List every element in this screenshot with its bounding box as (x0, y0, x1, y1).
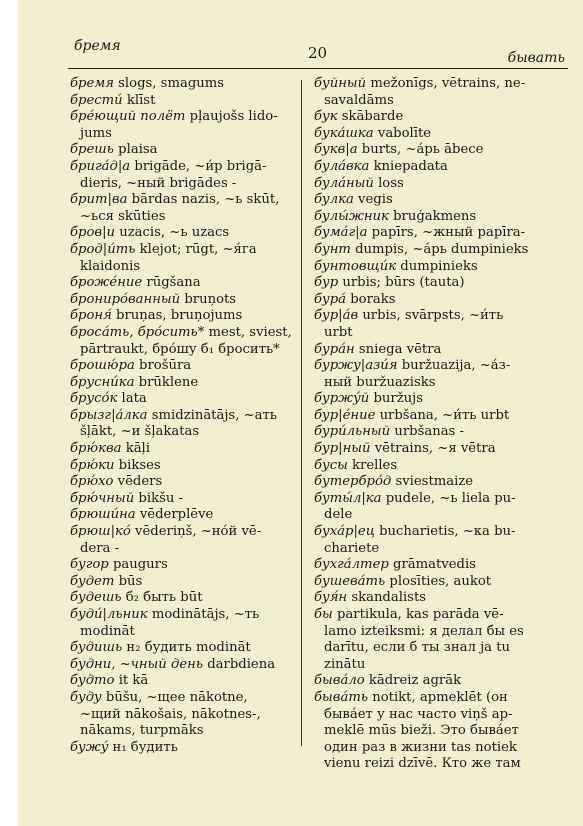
translation: papīrs, ~жный papīra- (367, 225, 526, 241)
dictionary-entry-line (314, 192, 562, 209)
dictionary-entry-line (314, 491, 562, 508)
translation: pļaujošs lido- (185, 109, 278, 125)
translation: darītu, если б ты знал ja tu (324, 640, 511, 656)
headword: брести́ (70, 92, 123, 108)
headword: брюши́на (70, 507, 136, 523)
dictionary-entry-line (314, 458, 562, 475)
translation: dieris, ~ный brigādes - (80, 175, 237, 191)
dictionary-entry-line (314, 109, 562, 126)
running-head-left: бремя (74, 38, 121, 54)
translation: klīst (122, 92, 156, 108)
translation: pārtraukt, бро́шу б₁ бросить* (80, 341, 280, 357)
dictionary-entry-line (70, 192, 293, 209)
dictionary-entry-line (70, 242, 293, 259)
translation: bucharietis, ~ка bu- (374, 524, 516, 540)
dictionary-entry-line (70, 308, 293, 325)
translation: brošūra (134, 358, 192, 374)
headword: буржу́й (314, 391, 370, 407)
translation: lata (117, 391, 147, 407)
dictionary-entry-line (314, 375, 562, 392)
translation: urbis, svārpsts, ~и́ть (358, 308, 504, 324)
dictionary-entry-line (70, 209, 293, 226)
dictionary-entry-line (70, 624, 293, 641)
headword: быва́ть (314, 689, 369, 705)
translation: sviestmaize (391, 474, 474, 490)
translation: быва́ет у нас часто viņš ap- (324, 706, 513, 722)
headword: бугор (70, 557, 109, 573)
translation: jums (80, 125, 112, 141)
translation: meklē mūs bieži. Это быва́ет (324, 723, 519, 739)
translation: urbt (324, 324, 353, 340)
translation: būs (114, 573, 143, 589)
dictionary-entry-line (70, 159, 293, 176)
translation: slogs, smagums (113, 76, 225, 91)
dictionary-entry-line (70, 424, 293, 441)
dictionary-entry-line (70, 491, 293, 508)
headword: брю́ква (70, 441, 122, 457)
dictionary-entry-line (314, 723, 562, 740)
headword: будто (70, 673, 115, 689)
dictionary-entry-line (70, 259, 293, 276)
headword: булка (314, 192, 354, 208)
page-number: 20 (308, 44, 328, 62)
dictionary-entry-line (314, 541, 562, 558)
translation: н₂ будить modināt (122, 640, 251, 656)
headword: брига́д|а (70, 158, 131, 174)
translation: paugurs (108, 557, 168, 573)
dictionary-entry-line (314, 209, 562, 226)
headword: бре́ющий полёт (70, 109, 186, 125)
headword: була́ный (314, 175, 374, 191)
translation: dera - (80, 540, 120, 556)
header-rule (68, 68, 568, 69)
translation: pudele, ~ь liela pu- (381, 490, 516, 506)
translation: būšu, ~щее nākotne, (101, 689, 248, 705)
dictionary-entry-line (70, 673, 293, 690)
dictionary-entry-line (314, 242, 562, 259)
dictionary-entry-line (314, 640, 562, 657)
headword: бушева́ть (314, 573, 386, 589)
translation: nākams, turpmāks (80, 723, 204, 739)
dictionary-entry-line (70, 524, 293, 541)
dictionary-entry-line (314, 126, 562, 143)
dictionary-entry-line (314, 740, 562, 757)
translation: plaisa (113, 142, 158, 158)
dictionary-entry-line (70, 557, 293, 574)
left-column (70, 76, 293, 756)
translation: dele (324, 507, 353, 523)
headword: брешь (70, 142, 114, 158)
headword: букв|а (314, 142, 358, 158)
headword: буржу|ази́я (314, 358, 398, 374)
headword: бума́г|а (314, 225, 368, 241)
dictionary-entry-line (314, 408, 562, 425)
headword: бутербро́д (314, 474, 392, 490)
dictionary-entry-line (314, 424, 562, 441)
headword: була́вка (314, 158, 370, 174)
translation: grāmatvedis (388, 557, 476, 573)
dictionary-entry-line (70, 93, 293, 110)
translation: skandalists (347, 590, 427, 606)
translation: savaldāms (324, 92, 394, 108)
translation: chariete (324, 540, 380, 556)
translation: bikšu - (134, 490, 183, 506)
headword: брит|ва (70, 192, 128, 208)
dictionary-entry-line (70, 275, 293, 292)
translation: rūgšana (142, 275, 201, 291)
headword: бухга́лтер (314, 557, 389, 573)
headword: буя́н (314, 590, 348, 606)
translation: kniepadata (369, 158, 448, 174)
translation: dumpis, ~а́рь dumpinieks (350, 241, 529, 257)
translation: loss (373, 175, 404, 191)
translation: dumpinieks (396, 258, 478, 274)
translation: bārdas nazis, ~ь skūt, (127, 192, 280, 208)
translation: ~щий nākošais, nākotnes-, (80, 706, 261, 722)
headword: бунтовщи́к (314, 258, 397, 274)
dictionary-entry-line (314, 690, 562, 707)
dictionary-entry-line (70, 690, 293, 707)
translation: boraks (346, 291, 396, 307)
dictionary-entry-line (70, 76, 293, 93)
translation: buržuazija, ~а́з- (397, 358, 511, 374)
translation: krelles (347, 457, 398, 473)
dictionary-entry-line (70, 126, 293, 143)
dictionary-entry-line (314, 673, 562, 690)
translation: ~ься skūties (80, 208, 166, 224)
headword: брониро́ванный (70, 291, 181, 307)
dictionary-entry-line (70, 607, 293, 624)
translation: burts, ~а́рь ābece (357, 142, 484, 158)
dictionary-entry-line (314, 142, 562, 159)
dictionary-entry-line (314, 756, 562, 773)
dictionary-entry-line (314, 259, 562, 276)
translation: б₂ быть būt (121, 590, 203, 606)
translation: vētrains, ~я vētra (370, 441, 496, 457)
translation: šļākt, ~и šļakatas (80, 424, 200, 440)
translation: vegis (353, 192, 393, 208)
dictionary-entry-line (314, 624, 562, 641)
headword: брошю́ра (70, 358, 135, 374)
dictionary-entry-line (70, 541, 293, 558)
dictionary-entry-line (314, 441, 562, 458)
translation: kāļi (121, 441, 150, 457)
headword: бунт (314, 241, 351, 257)
dictionary-page (18, 0, 583, 826)
dictionary-entry-line (70, 740, 293, 757)
headword: буты́л|ка (314, 490, 382, 506)
translation: vēderplēve (135, 507, 214, 523)
translation: plosīties, aukot (385, 573, 492, 589)
headword: бур|е́ние (314, 407, 376, 423)
headword: буха́р|ец (314, 524, 375, 540)
translation: brigāde, ~и́р brigā- (130, 158, 267, 174)
dictionary-entry-line (70, 342, 293, 359)
headword: будет (70, 573, 115, 589)
translation: bruņas, bruņojums (111, 308, 243, 324)
translation: it kā (114, 673, 149, 689)
translation: uzacis, ~ь uzacs (115, 225, 230, 241)
dictionary-entry-line (314, 76, 562, 93)
dictionary-entry-line (314, 574, 562, 591)
dictionary-entry-line (314, 557, 562, 574)
dictionary-entry-line (70, 176, 293, 193)
translation: bikses (114, 457, 161, 473)
headword: брю́ки (70, 457, 115, 473)
dictionary-entry-line (314, 358, 562, 375)
translation: urbšanas - (390, 424, 464, 440)
translation: один раз в жизни tas notiek (324, 739, 517, 755)
dictionary-entry-line (70, 590, 293, 607)
dictionary-entry-line (314, 507, 562, 524)
translation: modinātājs, ~ть (147, 607, 260, 622)
headword: брусни́ка (70, 374, 135, 390)
translation: vēders (113, 474, 163, 490)
dictionary-entry-line (314, 292, 562, 309)
headword: будешь (70, 590, 122, 606)
dictionary-entry-line (70, 441, 293, 458)
translation: zinātu (324, 656, 366, 672)
headword: броса́ть, бро́сить (70, 324, 198, 340)
translation: bruģakmens (388, 208, 477, 224)
headword: буди́|льник (70, 607, 148, 622)
dictionary-entry-line (70, 458, 293, 475)
dictionary-entry-line (70, 358, 293, 375)
dictionary-entry-line (70, 707, 293, 724)
translation: smidzinātājs, ~ать (147, 407, 277, 423)
dictionary-entry-line (70, 657, 293, 674)
headword: брю́чный (70, 490, 135, 506)
headword: бусы (314, 457, 348, 473)
translation: brūklene (134, 374, 199, 390)
headword: буду (70, 689, 102, 705)
running-head-right: бывать (507, 50, 565, 66)
dictionary-entry-line (70, 507, 293, 524)
dictionary-entry-line (70, 640, 293, 657)
dictionary-entry-line (70, 375, 293, 392)
dictionary-entry-line (70, 225, 293, 242)
dictionary-entry-line (314, 93, 562, 110)
translation: mežonīgs, vētrains, ne- (366, 76, 526, 91)
headword: бука́шка (314, 125, 374, 141)
headword: бров|и (70, 225, 116, 241)
dictionary-entry-line (314, 342, 562, 359)
dictionary-entry-line (70, 109, 293, 126)
translation: vēderiņš, ~но́й vē- (130, 524, 262, 540)
dictionary-entry-line (314, 524, 562, 541)
headword: бремя (70, 76, 114, 91)
headword: бур|а́в (314, 308, 359, 324)
column-divider (301, 80, 302, 746)
translation: vienu reizi dzīvē. Кто же там (324, 756, 521, 772)
translation: buržujs (369, 391, 424, 407)
headword: будни, ~чный день (70, 656, 204, 672)
headword: бужу́ (70, 739, 109, 755)
dictionary-entry-line (70, 142, 293, 159)
headword: бури́льный (314, 424, 391, 440)
headword: брызг|а́лка (70, 407, 148, 423)
dictionary-entry-line (70, 723, 293, 740)
dictionary-entry-line (314, 474, 562, 491)
translation: urbis; būrs (tauta) (338, 275, 465, 291)
headword: бура́н (314, 341, 355, 357)
headword: бы (314, 607, 333, 622)
dictionary-entry-line (314, 607, 562, 624)
headword: броже́ние (70, 275, 143, 291)
dictionary-entry-line (70, 391, 293, 408)
translation: * mest, sviest, (197, 324, 292, 340)
translation: partikula, kas parāda vē- (332, 607, 504, 622)
dictionary-entry-line (70, 474, 293, 491)
dictionary-entry-line (70, 574, 293, 591)
dictionary-entry-line (314, 308, 562, 325)
translation: skābarde (337, 109, 404, 125)
dictionary-entry-line (314, 159, 562, 176)
translation: klejot; rūgt, ~я́га (135, 241, 257, 257)
headword: буйный (314, 76, 367, 91)
translation: н₁ будить (108, 739, 178, 755)
translation: darbdiena (203, 656, 276, 672)
translation: klaidonis (80, 258, 141, 274)
translation: ный buržuazisks (324, 374, 436, 390)
dictionary-entry-line (314, 225, 562, 242)
dictionary-entry-line (70, 325, 293, 342)
translation: kādreiz agrāk (364, 673, 462, 689)
dictionary-entry-line (314, 275, 562, 292)
headword: брюш|ко́ (70, 524, 131, 540)
headword: булы́жник (314, 208, 389, 224)
translation: urbšana, ~и́ть urbt (375, 407, 510, 423)
headword: броня́ (70, 308, 112, 324)
dictionary-entry-line (314, 391, 562, 408)
dictionary-entry-line (314, 657, 562, 674)
headword: быва́ло (314, 673, 365, 689)
dictionary-entry-line (314, 325, 562, 342)
headword: брю́хо (70, 474, 114, 490)
headword: бук (314, 109, 338, 125)
headword: бура́ (314, 291, 347, 307)
translation: lamo izteiksmi: я делал бы es (324, 623, 524, 639)
translation: sniega vētra (354, 341, 442, 357)
translation: vabolīte (373, 125, 432, 141)
translation: modināt (80, 623, 135, 639)
dictionary-entry-line (314, 176, 562, 193)
dictionary-entry-line (314, 707, 562, 724)
headword: брусо́к (70, 391, 118, 407)
dictionary-entry-line (314, 590, 562, 607)
headword: бур (314, 275, 339, 291)
translation: bruņots (180, 291, 237, 307)
dictionary-entry-line (70, 292, 293, 309)
headword: бур|ный (314, 441, 371, 457)
dictionary-entry-line (70, 408, 293, 425)
headword: брод|и́ть (70, 241, 136, 257)
headword: будишь (70, 640, 123, 656)
right-column (314, 76, 562, 773)
translation: notikt, apmeklēt (он (368, 689, 508, 705)
